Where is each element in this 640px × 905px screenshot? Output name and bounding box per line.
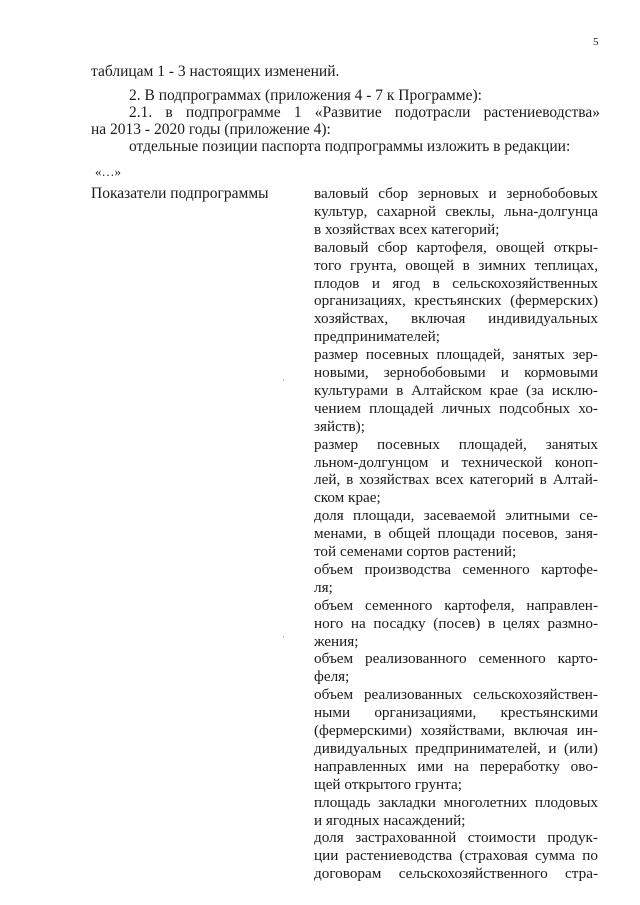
indicator-line: щей открытого грунта; [314, 775, 462, 793]
indicator-line: дивидуальных предпринимателей, и (или) [314, 739, 598, 757]
indicator-line: лей, в хозяйствах всех категорий в Алтай- [314, 471, 598, 489]
indicator-line: предпринимателей; [314, 328, 440, 346]
indicator-line: объем производства семенного картофе- [314, 560, 598, 578]
scan-dot [283, 379, 284, 381]
indicator-line: льном-долгунцом и технической коноп- [314, 453, 598, 471]
indicator-line: организациях, крестьянских (фермерских) [314, 292, 598, 310]
indicator-line: того грунта, овощей в зимних теплицах, [314, 256, 598, 274]
indicator-line: ском крае; [314, 489, 381, 507]
indicator-line: феля; [314, 668, 350, 686]
indicator-line: менами, в общей площади посевов, заня- [314, 525, 598, 543]
indicator-line: культурами в Алтайском крае (за исклю- [314, 381, 598, 399]
indicator-line: в хозяйствах всех категорий; [314, 220, 500, 238]
table-label: Показатели подпрограммы [91, 185, 269, 202]
indicator-line: жения; [314, 632, 359, 650]
indicator-line: объем реализованных сельскохозяйствен- [314, 686, 598, 704]
intro-line-2: 2. В подпрограммах (приложения 4 - 7 к Программе): [129, 87, 482, 104]
indicator-line: хозяйствах, включая индивидуальных [314, 310, 598, 328]
page-number: 5 [593, 36, 599, 48]
indicator-line: объем реализованного семенного карто- [314, 650, 598, 668]
indicator-line: ного на посадку (посев) в целях размно- [314, 614, 598, 632]
indicator-line: зяйств); [314, 417, 365, 435]
indicator-line: площадь закладки многолетних плодовых [314, 793, 598, 811]
indicator-line: объем семенного картофеля, направлен- [314, 596, 598, 614]
indicator-line: договорам сельскохозяйственного стра- [314, 865, 598, 883]
indicator-line: плодов и ягод в сельскохозяйственных [314, 274, 598, 292]
indicator-line: ными организациями, крестьянскими [314, 704, 598, 722]
intro-line-5: отдельные позиции паспорта подпрограммы изложить в редакции: [129, 138, 571, 155]
indicator-line: доля площади, засеваемой элитными се- [314, 507, 598, 525]
indicator-line: валовый сбор зерновых и зернобобовых [314, 185, 598, 202]
indicator-line: новыми, зернобобовыми и кормовыми [314, 364, 598, 381]
indicator-line: и ягодных насаждений; [314, 811, 466, 829]
indicator-line: ции растениеводства (страховая сумма по [314, 847, 598, 865]
scan-dot [283, 636, 284, 638]
indicator-line: той семенами сортов растений; [314, 543, 517, 560]
indicator-line: направленных ими на переработку ово- [314, 757, 598, 775]
indicator-line: ля; [314, 578, 333, 596]
indicator-line: доля застрахованной стоимости продук- [314, 829, 598, 847]
ellipsis-quote: «…» [95, 164, 121, 179]
intro-line-4: на 2013 - 2020 годы (приложение 4): [91, 121, 331, 138]
indicator-line: чением площадей личных подсобных хо- [314, 399, 598, 417]
indicator-line: размер посевных площадей, занятых зер- [314, 346, 598, 364]
indicator-line: (фермерскими) хозяйствами, включая ин- [314, 722, 598, 739]
indicator-line: размер посевных площадей, занятых [314, 435, 598, 453]
indicator-line: валовый сбор картофеля, овощей откры- [314, 238, 598, 256]
indicator-line: культур, сахарной свеклы, льна-долгунца [314, 202, 598, 220]
intro-line-3: 2.1. в подпрограмме 1 «Развитие подотрасли растениеводства» [129, 104, 600, 121]
intro-line-1: таблицам 1 - 3 настоящих изменений. [91, 63, 340, 80]
